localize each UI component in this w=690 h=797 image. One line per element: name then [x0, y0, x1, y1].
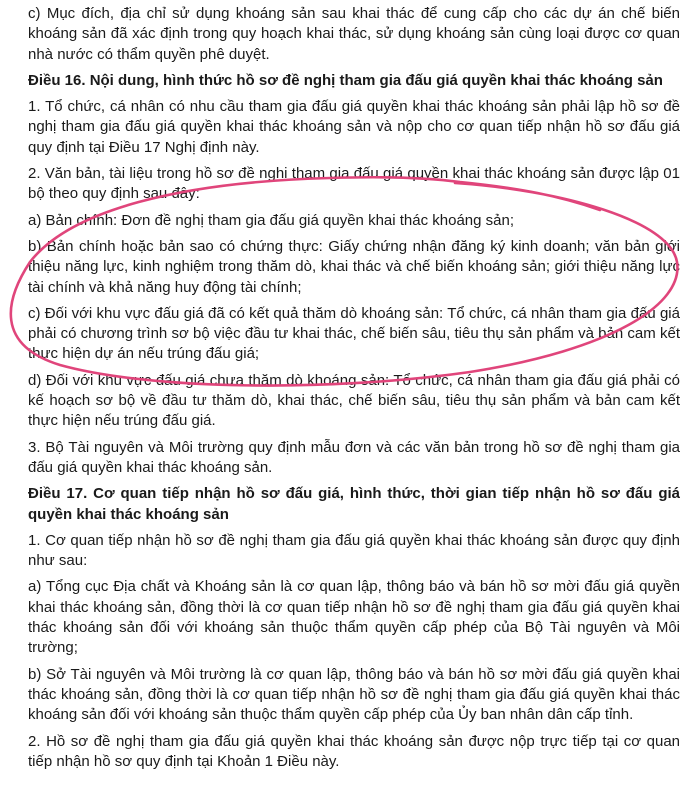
- paragraph: b) Bản chính hoặc bản sao có chứng thực: Giấy chứng nhận đăng ký kinh doanh; văn bản giới thiệu năng lực, kinh nghiệm trong thăm dò, khai thác và chế biến khoáng sản; giới thiệu năng lực tài chính và khả năng huy động tài chính;: [28, 237, 680, 296]
- article-heading: Điều 16. Nội dung, hình thức hồ sơ đề nghị tham gia đấu giá quyền khai thác khoáng sản: [28, 71, 663, 89]
- paragraph: 3. Bộ Tài nguyên và Môi trường quy định mẫu đơn và các văn bản trong hồ sơ đề nghị tham gia đấu giá quyền khai thác khoáng sản.: [28, 438, 680, 476]
- paragraph: c) Mục đích, địa chỉ sử dụng khoáng sản sau khai thác để cung cấp cho các dự án chế biến khoáng sản đã xác định trong quy hoạch khai thác, sử dụng khoáng sản cùng loại được cơ quan nhà nước có thẩm quyền phê duyệt.: [28, 5, 680, 63]
- paragraph: a) Bản chính: Đơn đề nghị tham gia đấu giá quyền khai thác khoáng sản;: [28, 211, 514, 229]
- paragraph: 1. Tổ chức, cá nhân có nhu cầu tham gia đấu giá quyền khai thác khoáng sản phải lập hồ sơ đề nghị tham gia đấu giá quyền khai thác khoáng sản và nộp cho cơ quan tiếp nhận hồ sơ đấu giá quy định tại Điều 17 Nghị định này.: [28, 98, 680, 156]
- paragraph: a) Tổng cục Địa chất và Khoáng sản là cơ quan lập, thông báo và bán hồ sơ mời đấu giá quyền khai thác khoáng sản, đồng thời là cơ quan tiếp nhận hồ sơ đề nghị tham gia đấu giá quyền khai thác khoáng sản đối với khoáng sản thuộc thẩm quyền cấp phép của Bộ Tài nguyên và Môi trường;: [28, 578, 680, 657]
- paragraph: 2. Hồ sơ đề nghị tham gia đấu giá quyền khai thác khoáng sản được nộp trực tiếp tại cơ quan tiếp nhận hồ sơ quy định tại Khoản 1 Điều này.: [28, 732, 680, 770]
- paragraph: b) Sở Tài nguyên và Môi trường là cơ quan lập, thông báo và bán hồ sơ mời đấu giá quyền khai thác khoáng sản, đồng thời là cơ quan tiếp nhận hồ sơ đề nghị tham gia đấu giá quyền khai thác khoáng sản đối với khoáng sản thuộc thẩm quyền cấp phép của Ủy ban nhân dân cấp tỉnh.: [28, 665, 680, 724]
- paragraph: d) Đối với khu vực đấu giá chưa thăm dò khoáng sản: Tổ chức, cá nhân tham gia đấu giá phải có kế hoạch sơ bộ về đầu tư thăm dò, khai thác, chế biến sâu, tiêu thụ sản phẩm và bản cam kết thực hiện nếu trúng đấu giá.: [28, 371, 680, 430]
- paragraph: c) Đối với khu vực đấu giá đã có kết quả thăm dò khoáng sản: Tổ chức, cá nhân tham gia đấu giá phải có chương trình sơ bộ việc đầu tư khai thác, chế biến sâu, tiêu thụ sản phẩm và bản cam kết thực hiện dự án nếu trúng đấu giá;: [28, 304, 680, 363]
- article-heading: Điều 17. Cơ quan tiếp nhận hồ sơ đấu giá, hình thức, thời gian tiếp nhận hồ sơ đấu giá quyền khai thác khoáng sản: [28, 485, 680, 523]
- paragraph: 2. Văn bản, tài liệu trong hồ sơ đề nghị tham gia đấu giá quyền khai thác khoáng sản được lập 01 bộ theo quy định sau đây:: [28, 165, 680, 203]
- paragraph: 1. Cơ quan tiếp nhận hồ sơ đề nghị tham gia đấu giá quyền khai thác khoáng sản được quy định như sau:: [28, 531, 680, 570]
